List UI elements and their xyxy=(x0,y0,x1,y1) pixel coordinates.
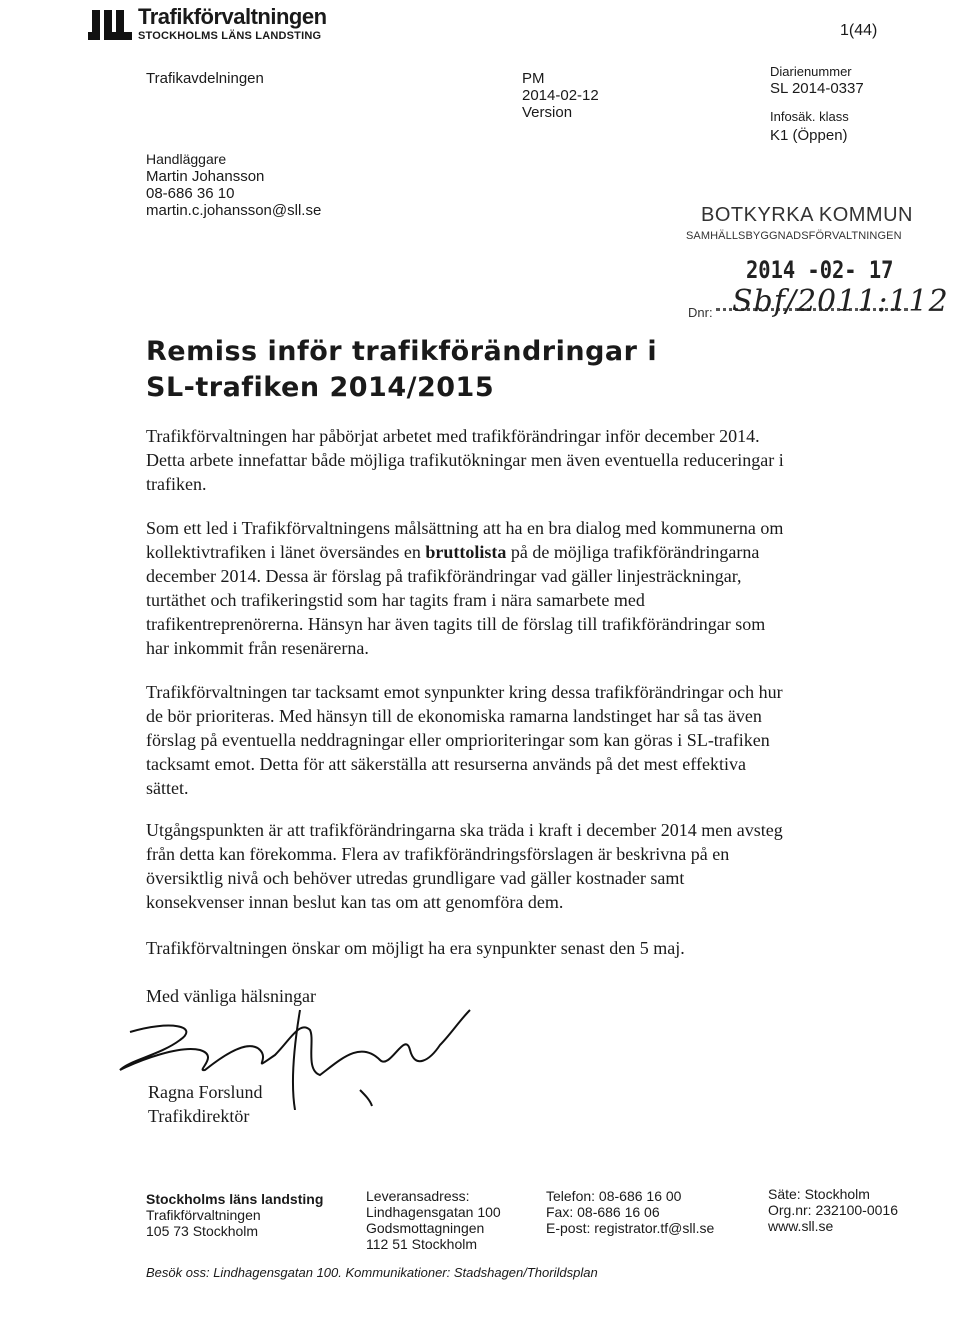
title-line-2: SL-trafiken 2014/2015 xyxy=(146,372,495,403)
footer-col-1 xyxy=(146,1191,323,1239)
paragraph-2-text-a: Som ett led i Trafikförvaltningens målsättning att ha en bra dialog med kommunerna om kollektivtrafiken i länet översändes en xyxy=(146,518,784,562)
footer-line: Trafikförvaltningen xyxy=(146,1207,261,1223)
stamp-dnr-handwritten: Sbf/2011:112 xyxy=(732,284,949,319)
infosak-value: K1 (Öppen) xyxy=(770,127,848,144)
handler-email: martin.c.johansson@sll.se xyxy=(146,202,322,219)
doc-date: 2014-02-12 xyxy=(522,87,599,104)
page-number: 1(44) xyxy=(840,22,878,39)
footer-line: 112 51 Stockholm xyxy=(366,1236,478,1252)
title-line-1: Remiss inför trafikförändringar i xyxy=(146,336,658,367)
signer-title: Trafikdirektör xyxy=(148,1106,250,1126)
handler-phone: 08-686 36 10 xyxy=(146,185,235,202)
diary-label: Diarienummer xyxy=(770,64,852,79)
footer-line: Leveransadress: xyxy=(366,1188,470,1204)
paragraph-2-text-b: på de möjliga trafikförändringarna december 2014. Dessa är förslag på trafikförändringar vad gäller linjesträckningar, turtäthet och trafikeringstid som har tagits fram i nära samarbete med trafikentreprenörerna. Hänsyn har även tagits till de förslag till trafikförändringar som har inkommit från resenärerna. xyxy=(146,542,766,658)
document-title xyxy=(146,334,657,406)
org-subtitle: STOCKHOLMS LÄNS LANDSTING xyxy=(138,30,322,42)
footer-col-3 xyxy=(546,1188,714,1236)
footer-col-2 xyxy=(366,1188,501,1252)
signer-name: Ragna Forslund xyxy=(148,1082,263,1102)
footer-line: Säte: Stockholm xyxy=(768,1186,870,1202)
footer-email: E-post: registrator.tf@sll.se xyxy=(546,1220,715,1236)
stamp-subtitle: SAMHÄLLSBYGGNADSFÖRVALTNINGEN xyxy=(686,230,902,242)
paragraph-1: Trafikförvaltningen har påbörjat arbetet med trafikförändringar inför december 2014. Detta arbete innefattar både möjliga trafikutökningar men även eventuella reduceringar i trafiken. xyxy=(146,426,784,494)
sll-logo-icon xyxy=(88,8,136,42)
footer-line: Godsmottagningen xyxy=(366,1220,485,1236)
footer-visit: Besök oss: Lindhagensgatan 100. Kommunikationer: Stadshagen/Thorildsplan xyxy=(146,1265,598,1280)
footer-line: Fax: 08-686 16 06 xyxy=(546,1204,660,1220)
signer-block xyxy=(148,1080,263,1128)
paragraph-2 xyxy=(146,516,786,660)
footer-col-4 xyxy=(768,1186,898,1234)
paragraph-4: Utgångspunkten är att trafikförändringarna ska träda i kraft i december 2014 men avsteg från detta kan förekomma. Flera av trafikförändringsförslagen är beskrivna på en översiktlig nivå och behöver utredas grundligare vad gäller kostnader samt konsekvenser innan beslut kan tas om att genomföra dem. xyxy=(146,820,783,912)
footer-line: Lindhagensgatan 100 xyxy=(366,1204,501,1220)
paragraph-3: Trafikförvaltningen tar tacksamt emot synpunkter kring dessa trafikförändringar och hur de bör prioriteras. Med hänsyn till de ekonomiska ramarna landstinget har så tas även förslag på eventuella neddragningar eller omprioriteringar som kan göras i SL-trafiken tacksamt emot. Detta för att säkerställa att resurserna används på det mest effektiva sättet. xyxy=(146,682,783,798)
footer-org: Stockholms läns landsting xyxy=(146,1191,324,1207)
stamp-dnr-label: Dnr: xyxy=(688,305,713,320)
footer-line: 105 73 Stockholm xyxy=(146,1223,259,1239)
org-name: Trafikförvaltningen xyxy=(138,4,327,29)
footer-line: Telefon: 08-686 16 00 xyxy=(546,1188,682,1204)
diary-number: SL 2014-0337 xyxy=(770,80,864,97)
paragraph-5: Trafikförvaltningen önskar om möjligt ha era synpunkter senast den 5 maj. xyxy=(146,938,685,958)
doc-version: Version xyxy=(522,104,573,121)
infosak-label: Infosäk. klass xyxy=(770,109,849,124)
handler-name: Martin Johansson xyxy=(146,168,265,185)
footer-line: Org.nr: 232100-0016 xyxy=(768,1202,898,1218)
footer-website: www.sll.se xyxy=(768,1218,834,1234)
stamp-title: BOTKYRKA KOMMUN xyxy=(701,204,913,226)
paragraph-2-bold: bruttolista xyxy=(425,542,507,562)
doc-type: PM xyxy=(522,70,545,87)
greeting: Med vänliga hälsningar xyxy=(146,986,316,1006)
department: Trafikavdelningen xyxy=(146,70,264,87)
handler-label: Handläggare xyxy=(146,151,227,167)
stamp-date: 2014 -02- 17 xyxy=(746,256,894,284)
